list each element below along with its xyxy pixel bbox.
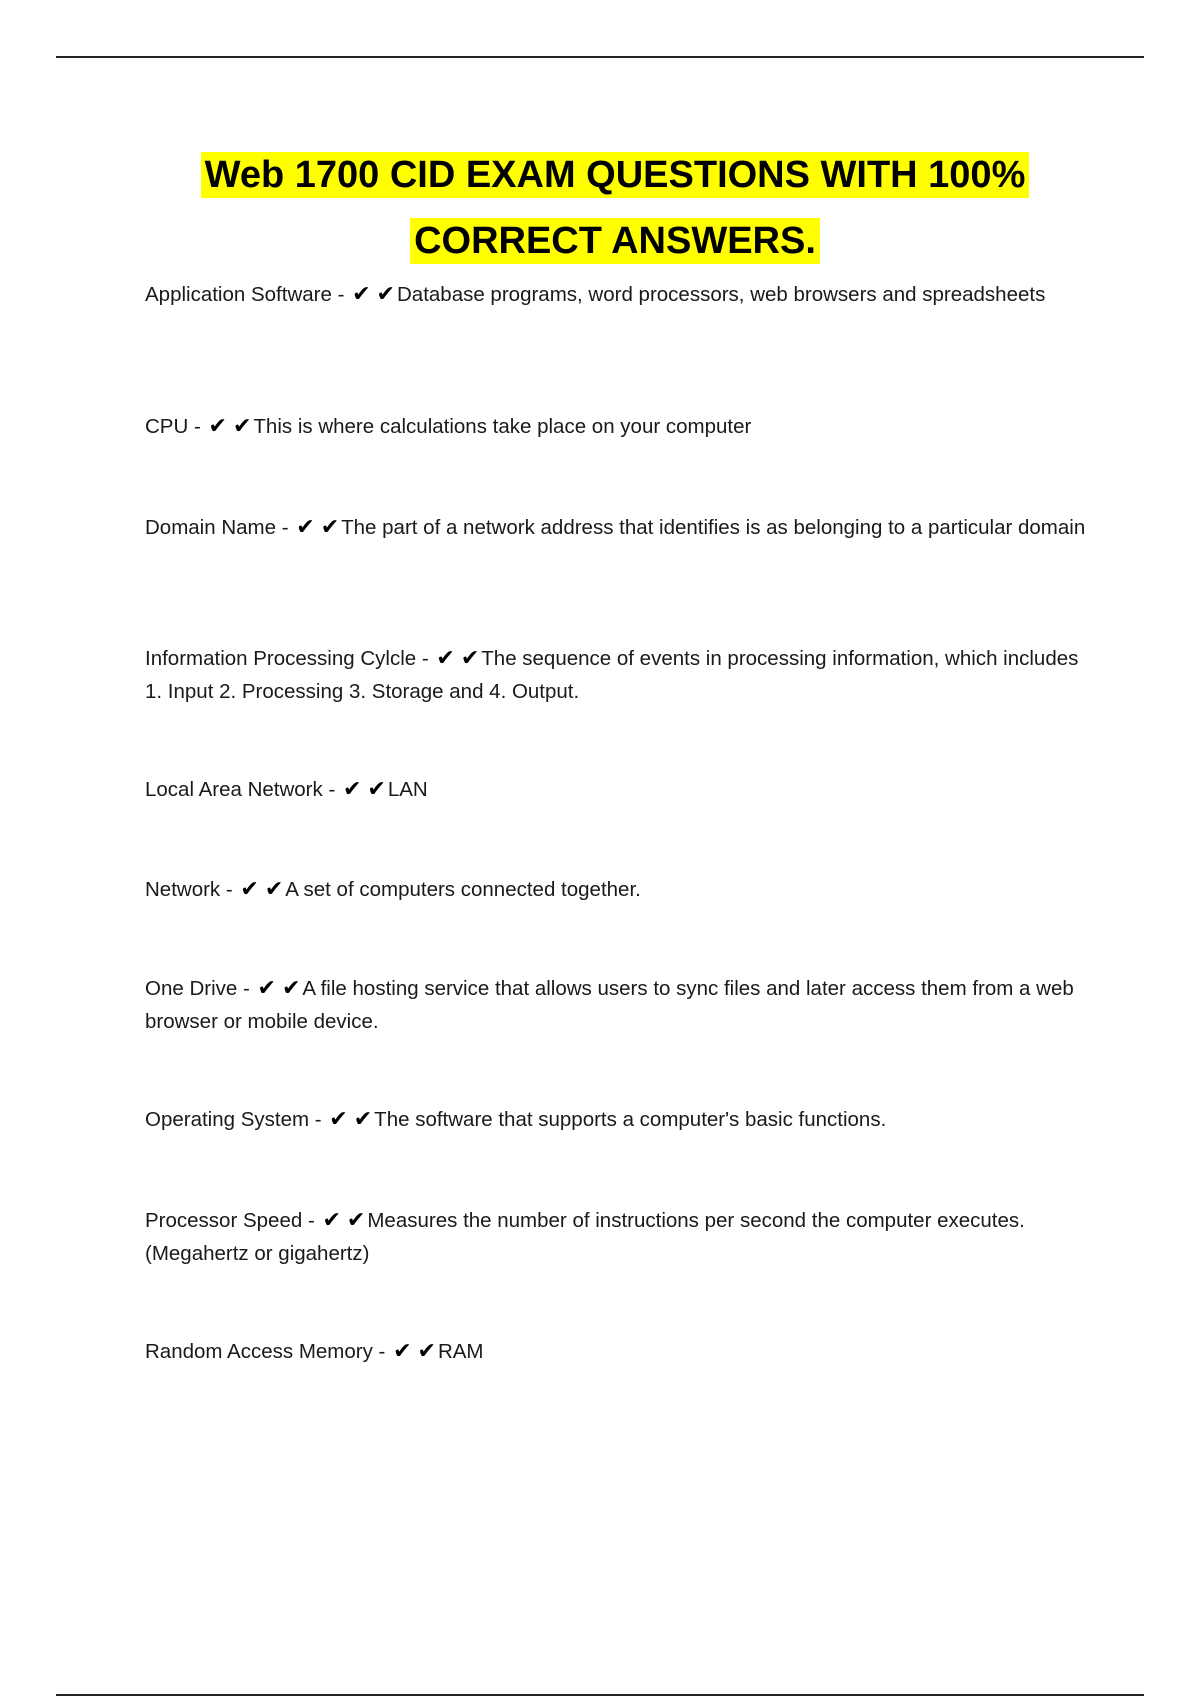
check-icon: ✔ [436, 646, 455, 671]
definition: This is where calculations take place on your computer [253, 415, 752, 438]
check-icon: ✔ [352, 282, 371, 307]
check-icon: ✔ [257, 976, 276, 1001]
term: Application Software [145, 283, 332, 306]
term-entry [145, 972, 1095, 1103]
term-list [145, 278, 1095, 1375]
term: Random Access Memory [145, 1340, 373, 1363]
definition: Measures the number of instructions per second the computer executes. (Megahertz or gigahertz) [145, 1209, 1025, 1265]
term-entry [145, 642, 1095, 773]
term-entry [145, 1103, 1095, 1204]
definition: LAN [387, 778, 428, 801]
term-separator: - [416, 647, 435, 670]
definition: A set of computers connected together. [285, 878, 641, 901]
check-icon: ✔ [342, 777, 362, 802]
definition: The sequence of events in processing information, which includes 1. Input 2. Processing 3. Storage and 4. Output. [145, 647, 1079, 703]
check-icon: ✔ [208, 414, 227, 439]
title-line-2: CORRECT ANSWERS. [410, 218, 820, 264]
check-icon: ✔ [329, 1107, 348, 1132]
term-separator: - [302, 1209, 321, 1232]
term-separator: - [331, 283, 351, 306]
definition: The software that supports a computer's basic functions. [374, 1108, 887, 1131]
definition: The part of a network address that identifies is as belonging to a particular domain [341, 516, 1086, 539]
definition: Database programs, word processors, web browsers and spreadsheets [396, 283, 1046, 306]
check-icon: ✔ [320, 515, 340, 540]
term: Processor Speed [145, 1209, 303, 1232]
term-entry [145, 511, 1095, 642]
check-icon: ✔ [232, 414, 252, 439]
term-separator: - [322, 778, 341, 801]
term: Operating System [145, 1108, 310, 1131]
bottom-rule [56, 1694, 1144, 1696]
term-separator: - [188, 415, 207, 438]
term-separator: - [309, 1108, 328, 1131]
term-entry [145, 1335, 1095, 1375]
term-entry [145, 278, 1095, 369]
check-icon: ✔ [393, 1339, 412, 1364]
term-separator: - [276, 516, 295, 539]
term: Domain Name [145, 516, 277, 539]
term-separator: - [372, 1340, 392, 1363]
check-icon: ✔ [264, 877, 284, 902]
check-icon: ✔ [346, 1208, 366, 1233]
term-entry [145, 873, 1095, 972]
definition: RAM [437, 1340, 484, 1363]
check-icon: ✔ [417, 1339, 436, 1364]
term-separator: - [220, 878, 239, 901]
term: Information Processing Cylcle [145, 647, 417, 670]
term: CPU [145, 415, 189, 438]
check-icon: ✔ [240, 877, 259, 902]
title-line-1: Web 1700 CID EXAM QUESTIONS WITH 100% [201, 152, 1030, 198]
check-icon: ✔ [322, 1208, 341, 1233]
definition: A file hosting service that allows users to sync files and later access them from a web browser or mobile device. [145, 977, 1074, 1033]
term-entry [145, 773, 1095, 873]
check-icon: ✔ [281, 976, 301, 1001]
term: Network [145, 878, 221, 901]
document-title [120, 146, 1110, 278]
check-icon: ✔ [353, 1107, 373, 1132]
check-icon: ✔ [460, 646, 480, 671]
check-icon: ✔ [296, 515, 315, 540]
term-entry [145, 410, 1095, 511]
term-entry [145, 1204, 1095, 1335]
top-rule [56, 56, 1144, 58]
term-separator: - [237, 977, 256, 1000]
check-icon: ✔ [367, 777, 386, 802]
term: Local Area Network [145, 778, 323, 801]
check-icon: ✔ [376, 282, 395, 307]
term: One Drive [145, 977, 238, 1000]
